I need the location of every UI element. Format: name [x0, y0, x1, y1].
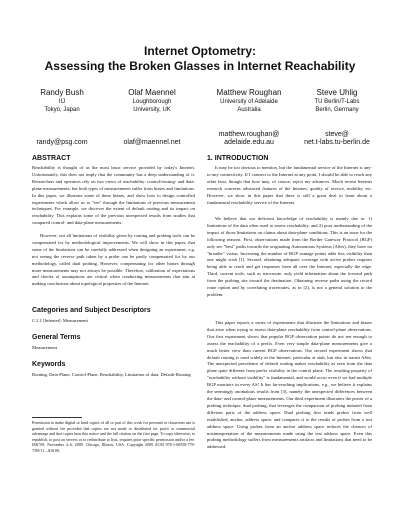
author-name: Olaf Maennel	[128, 88, 176, 97]
author-affiliation: University of Adelaide	[220, 99, 278, 105]
author-email-line2: adelaide.edu.au	[224, 139, 274, 146]
footnote-divider	[32, 417, 82, 418]
author-name: Steve Uhlig	[316, 88, 358, 97]
general-terms-heading: General Terms	[32, 334, 81, 341]
introduction-heading: 1. INTRODUCTION	[207, 155, 269, 162]
abstract-paragraph-1: Reachability is thought of as the most basic service provided by today's Internet. Unfortunately, this does not imply that the community has a deep understanding of it. Researchers and operators rely on two views of reachability: control/routing- and data-plane measurements, but both types of measurements suffer from biases and limitations. In this paper, we illustrate some of these biases, and show how to design controlled experiments which allow us to "see" through the limitations of previous measurement techniques. For example, we discover the extent of default routing and its impact on reachability. This explains some of the previous unexpected results from studies that compared control- and data-plane measurements.	[32, 165, 195, 226]
author-location: Australia	[237, 107, 261, 113]
author-matthew-roughan	[207, 88, 291, 146]
introduction-paragraph-2: We believe that our deficient knowledge of reachability is mainly due to: 1) limitations of the data often used to assess reachability, and 2) poor understanding of the impact of those limitations on claims about data-plane conditions. This is an issue for the following reasons. First, observations made from the Border Gateway Protocol (BGP) only see "best" paths towards the originating Autonomous Systems (ASes), they have no "broader" vision. Increasing the number of BGP vantage points adds less visibility than one might wish [1]. Second, obtaining adequate coverage with active probes requires being able to reach and get responses from all over the Internet, especially the edge. Third, current tools, such as traceroute, only yield information about the forward path from the probing site toward the destination. Obtaining reverse paths using the record route option and by correlating traceroutes, as in [2], is not a general solution to the problem.	[207, 216, 372, 297]
author-location: University, UK	[133, 107, 171, 113]
author-email-line2: net.t-labs.tu-berlin.de	[304, 139, 370, 146]
general-terms-text: Measurement	[32, 345, 58, 350]
author-randy-bush	[32, 88, 92, 146]
keywords-heading: Keywords	[32, 361, 66, 368]
author-affiliation: TU Berlin/T-Labs	[314, 99, 360, 105]
author-affiliation: Loughborough	[132, 99, 172, 105]
categories-heading: Categories and Subject Descriptors	[32, 307, 151, 314]
author-affiliation: IIJ	[58, 99, 66, 105]
keywords-text: Routing, Data-Plane, Control-Plane, Reachability, Limitation of data, Default-Routing	[32, 372, 191, 377]
introduction-paragraph-3: This paper reports a series of experiments that illustrate the limitations and biases that arise when trying to assess data-plane reachability from control-plane observations. Our first experiment shows that popular BGP observation points do not see enough to assess the reachability of a prefix. Even very simple data-plane measurements give a much better view than current BGP observations. Our second experiment shows that default routing is used widely in the Internet, particular at stub, but also in transit ASes. The unexpected prevalence of default routing makes reachability as seen from the data plane quite different from prefix visibility in the control plane. The resulting property of "reachability without visibility" is fundamental, and would occur even if we had multiple BGP monitors in every AS! It has far-reaching implications, e.g., we believe it explains the seemingly anomalous results from [3], namely the unexpected differences between the data- and control-plane measurements. Our third experiment illustrates the power of a probing technique, dual probing, that leverages the comparison of probing initiated from different parts of the address space. Dual probing first sends probes from well established, anchor, address space, and compares it to the results of probes from a test address space. Using probes from an anchor address space reduces the chances of misinterpretation of the measurements made using the test address space. Even this probing methodology suffers from measurements artifacts and limitations that need to be addressed.	[207, 320, 372, 450]
author-steve-uhlig	[298, 88, 376, 146]
abstract-paragraph-2: However, not all limitations of visibility given by routing and probing tools can be compensated for by methodological improvements. We will show in this paper, that some of the limitations can be carefully addressed when designing an experiment, e.g. not seeing the reverse path taken by a probe can be partly compensated for by our methodology, called dual probing. However, compensating for other biases through more measurements may not always be possible. Therefore, calibration of expectations and checks of assumptions are critical when conducting measurements that aim at making conclusions about topological properties of the Internet.	[32, 233, 195, 287]
author-email: steve@	[325, 131, 349, 138]
author-email: randy@psg.com	[36, 139, 88, 146]
paper-title-line2: Assessing the Broken Glasses in Internet Reachability	[44, 59, 356, 73]
author-email: olaf@maennel.net	[123, 139, 181, 146]
permission-footnote: Permission to make digital or hard copies of all or part of this work for personal or classroom use is granted without fee provided that copies are not made or distributed for profit or commercial advantage and that copies bear this notice and the full citation on the first page. To copy otherwise, to republish, to post on servers or to redistribute to lists, requires prior specific permission and/or a fee. IMC'09, November 4–6, 2009, Chicago, Illinois, USA. Copyright 2009 ACM 978-1-60558-770-7/09/11 ...$10.00.	[32, 420, 195, 453]
author-name: Randy Bush	[40, 88, 84, 97]
abstract-heading: ABSTRACT	[32, 155, 71, 162]
author-location: Tokyo, Japan	[44, 107, 80, 113]
author-olaf-maennel	[110, 88, 194, 146]
paper-title-line1: Internet Optometry:	[143, 44, 256, 58]
categories-text: C.2.1 [Internet]: Measurement	[32, 318, 88, 323]
author-email: matthew.roughan@	[218, 131, 280, 138]
author-location: Berlin, Germany	[315, 107, 359, 113]
introduction-paragraph-1: It may be too obvious to mention, but the fundamental service of the Internet is any-to-any connectivity. If I connect to the Internet at any point, I should be able to reach any other host, though that host may, of course, reject my advances. Much recent Internet research concerns advanced features of the Internet, quality of service, mobility, etc. However, we show in this paper that there is still a great deal to learn about a fundamental reachability service of the Internet.	[207, 165, 372, 205]
author-name: Matthew Roughan	[216, 88, 282, 97]
